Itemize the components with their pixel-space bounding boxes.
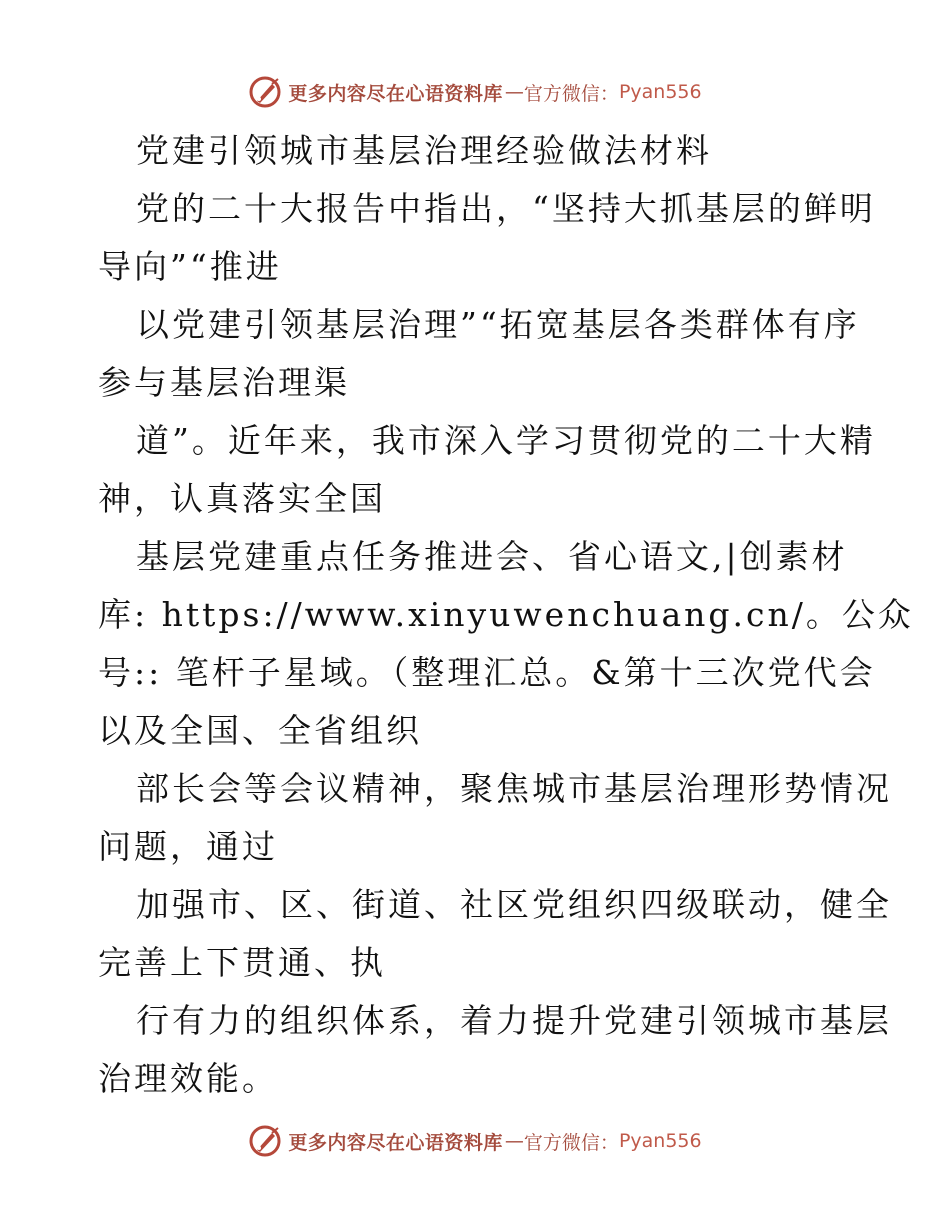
text-line: 党的二十大报告中指出，“坚持大抓基层的鲜明 [136, 189, 876, 228]
text-line: 神，认真落实全国 [98, 479, 386, 518]
text-line: 号:: 笔杆子星域。（整理汇总。&第十三次党代会 [98, 653, 876, 692]
header-wechat-label: 官方微信： [523, 82, 619, 105]
text-line: 以及全国、全省组织 [98, 711, 422, 750]
text-line: 参与基层治理渠 [98, 363, 350, 402]
footer-wechat-label: 官方微信： [523, 1131, 619, 1154]
quill-seal-icon [248, 75, 282, 109]
header-brand-text: 更多内容尽在心语资料库 [288, 82, 503, 105]
text-line: 基层党建重点任务推进会、省心语文,|创素材 [136, 537, 848, 576]
text-line: 完善上下贯通、执 [98, 943, 386, 982]
text-line: 加强市、区、街道、社区党组织四级联动，健全 [136, 885, 892, 924]
text-line: 以党建引领基层治理”“拓宽基层各类群体有序 [136, 305, 860, 344]
footer-banner [0, 1121, 950, 1161]
footer-wechat-id: Pyan556 [618, 1130, 702, 1152]
text-line: 部长会等会议精神，聚焦城市基层治理形势情况 [136, 769, 892, 808]
footer-brand-text: 更多内容尽在心语资料库 [288, 1131, 503, 1154]
text-line: 行有力的组织体系，着力提升党建引领城市基层 [136, 1001, 892, 1040]
text-line: 问题，通过 [98, 827, 278, 866]
text-line: 道”。近年来，我市深入学习贯彻党的二十大精 [136, 421, 876, 460]
quill-seal-icon [248, 1124, 282, 1158]
text-line: 库: https://www.xinyuwenchuang.cn/。公众 [98, 595, 914, 634]
text-line: 导向”“推进 [98, 247, 282, 286]
document-body [98, 122, 914, 1108]
header-wechat-id: Pyan556 [618, 81, 702, 103]
footer-separator: — [504, 1130, 522, 1152]
text-line: 治理效能。 [98, 1059, 278, 1098]
document-title: 党建引领城市基层治理经验做法材料 [136, 131, 712, 170]
header-banner [0, 72, 950, 112]
header-separator: — [504, 81, 522, 103]
